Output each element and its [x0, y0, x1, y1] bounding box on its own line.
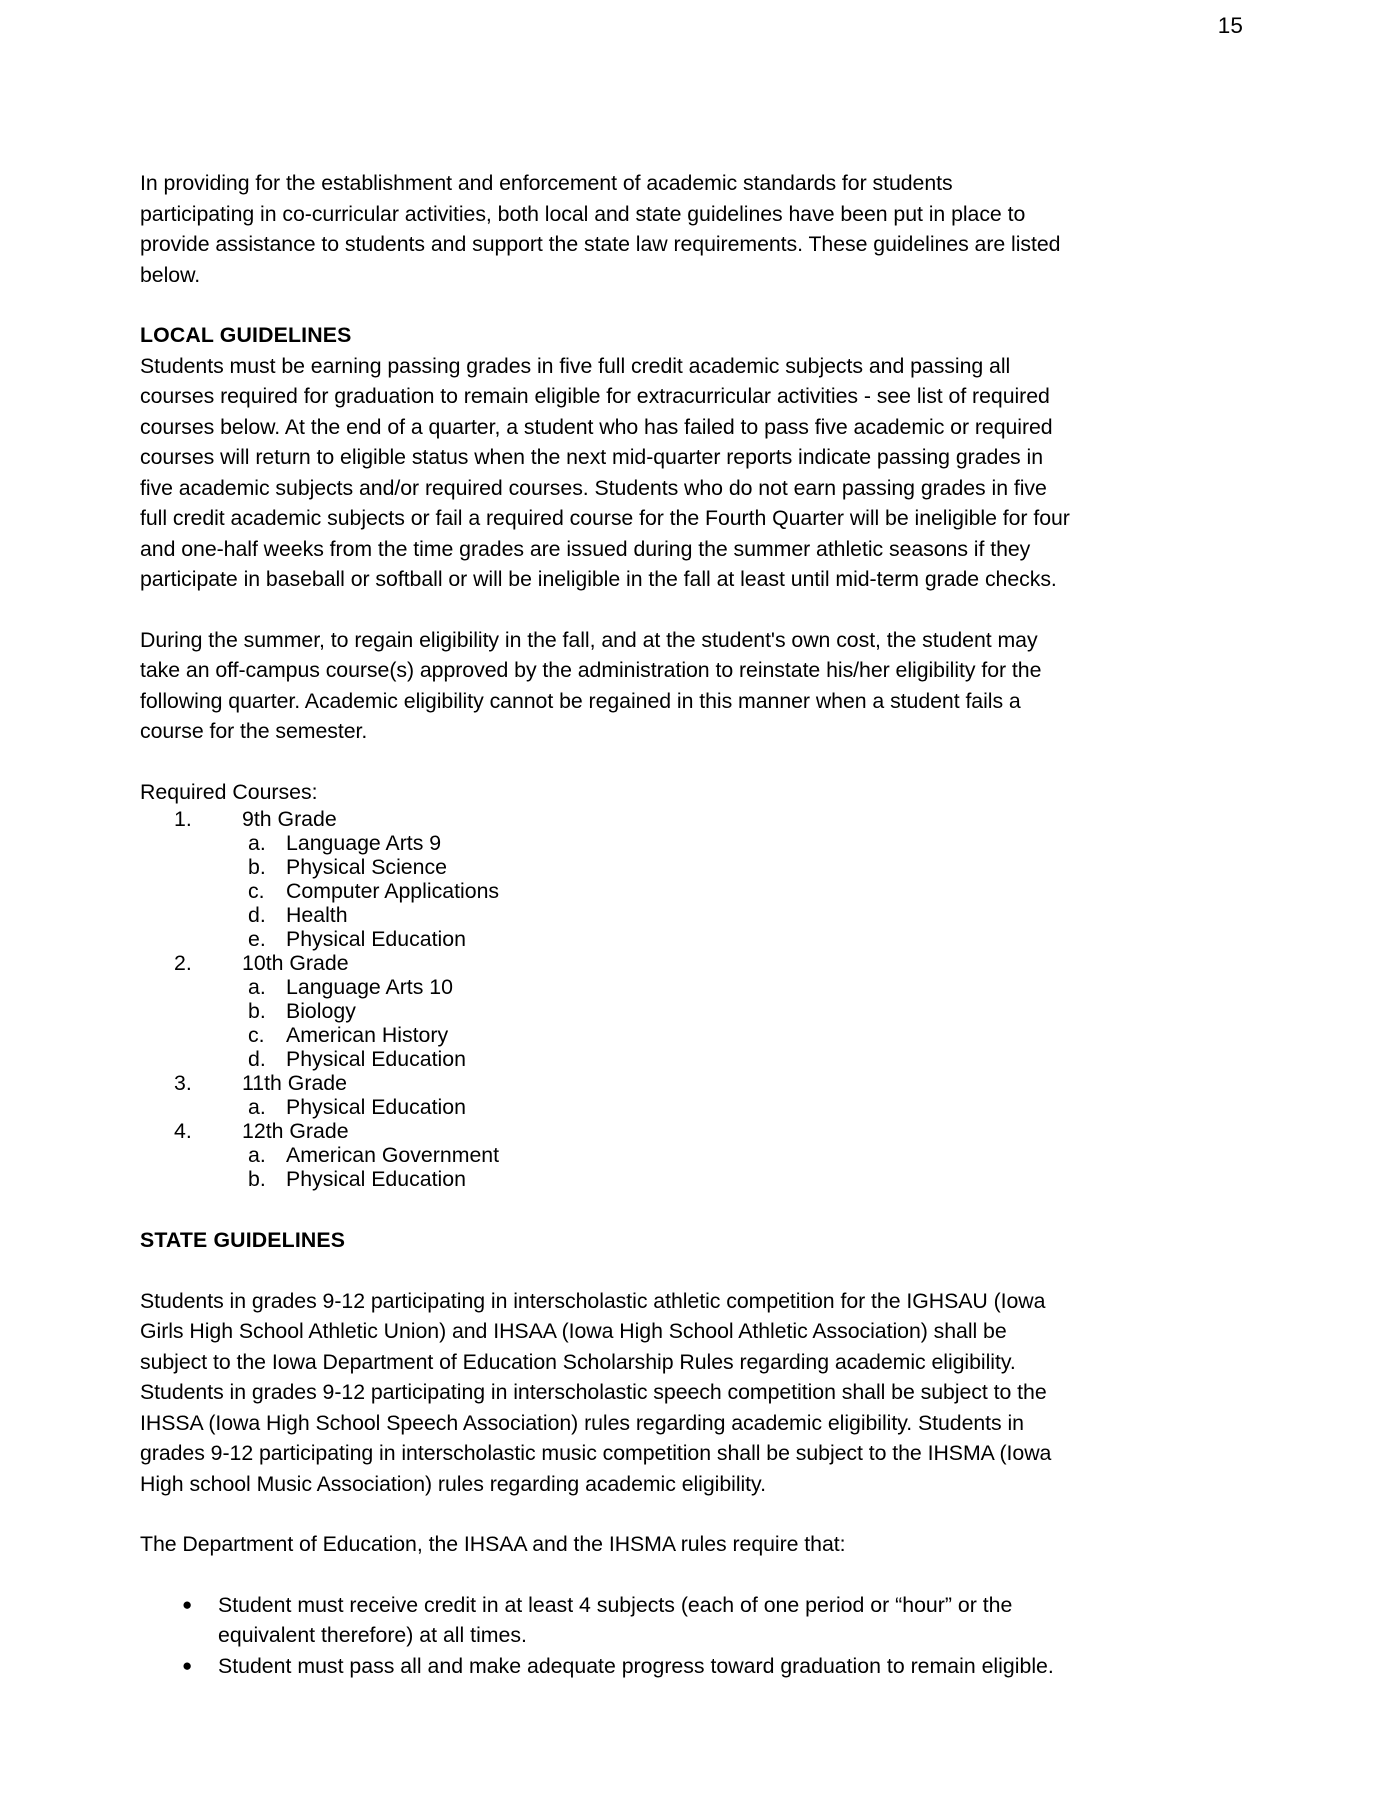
course-marker: b.: [248, 999, 266, 1023]
state-guidelines-heading: STATE GUIDELINES: [140, 1228, 346, 1252]
course-marker: a.: [248, 831, 266, 855]
list-item: [140, 1071, 1070, 1119]
course-marker: c.: [248, 879, 265, 903]
list-item: [140, 1651, 1070, 1682]
bullet-icon: ●: [182, 1655, 193, 1675]
course-list: [140, 975, 1070, 1071]
spacer: [140, 1499, 1070, 1529]
course-list: [140, 1143, 1070, 1191]
spacer: [140, 747, 1070, 777]
list-item: [140, 999, 1070, 1023]
grade-marker: 3.: [174, 1071, 192, 1095]
course-marker: c.: [248, 1023, 265, 1047]
list-item: [140, 855, 1070, 879]
state-requirements-list: [140, 1590, 1070, 1682]
course-marker: e.: [248, 927, 266, 951]
course-label: Language Arts 9: [286, 831, 442, 855]
list-item: [140, 1143, 1070, 1167]
state-guidelines-paragraph-1: Students in grades 9-12 participating in interscholastic athletic competition for the IGHSAU (Iowa Girls High School Athletic Union) and IHSAA (Iowa High School Athletic Association) shall be subject to the Iowa Department of Education Scholarship Rules regarding academic eligibility. Students in grades 9-12 participating in interscholastic speech competition shall be subject to the IHSSA (Iowa High School Speech Association) rules regarding academic eligibility. Students in grades 9-12 participating in interscholastic music competition shall be subject to the IHSMA (Iowa High school Music Association) rules regarding academic eligibility.: [140, 1288, 1052, 1496]
course-label: American Government: [286, 1143, 500, 1167]
list-item: [140, 1167, 1070, 1191]
list-item: [140, 1047, 1070, 1071]
grade-marker: 4.: [174, 1119, 192, 1143]
list-item: [140, 927, 1070, 951]
grade-label: 10th Grade: [242, 951, 349, 975]
course-label: Physical Education: [286, 927, 466, 951]
spacer: [140, 595, 1070, 625]
list-item: [140, 1095, 1070, 1119]
grade-row: [140, 1071, 1070, 1095]
course-marker: b.: [248, 1167, 266, 1191]
document-body: [140, 168, 1070, 1681]
course-label: Health: [286, 903, 348, 927]
local-guidelines-paragraph-1: Students must be earning passing grades in five full credit academic subjects and passing all courses required for graduation to remain eligible for extracurricular activities - see list of required courses below. At the end of a quarter, a student who has failed to pass five academic or required courses will return to eligible status when the next mid-quarter reports indicate passing grades in five academic subjects and/or required courses. Students who do not earn passing grades in five full credit academic subjects or fail a required course for the Fourth Quarter will be ineligible for four and one-half weeks from the time grades are issued during the summer athletic seasons if they participate in baseball or softball or will be ineligible in the fall at least until mid-term grade checks.: [140, 353, 1070, 591]
list-item: [140, 1119, 1070, 1191]
grade-marker: 1.: [174, 807, 192, 831]
grade-label: 12th Grade: [242, 1119, 349, 1143]
grade-row: [140, 1119, 1070, 1143]
course-list: [140, 831, 1070, 951]
local-guidelines-heading: LOCAL GUIDELINES: [140, 323, 352, 347]
course-label: Biology: [286, 999, 356, 1023]
required-courses-list: [140, 807, 1070, 1191]
course-label: Language Arts 10: [286, 975, 453, 999]
bullet-icon: ●: [182, 1594, 193, 1614]
state-guidelines-paragraph-2: The Department of Education, the IHSAA and the IHSMA rules require that:: [140, 1532, 846, 1556]
spacer: [140, 1191, 1070, 1225]
list-item: [140, 951, 1070, 1071]
course-marker: a.: [248, 975, 266, 999]
page-number: 15: [1217, 13, 1243, 38]
grade-marker: 2.: [174, 951, 192, 975]
local-guidelines-paragraph-2: During the summer, to regain eligibility in the fall, and at the student's own cost, the student may take an off-campus course(s) approved by the administration to reinstate his/her eligibility for the following quarter. Academic eligibility cannot be regained in this manner when a student fails a course for the semester.: [140, 627, 1042, 743]
course-list: [140, 1095, 1070, 1119]
list-item: [140, 1590, 1070, 1651]
course-marker: d.: [248, 903, 266, 927]
grade-label: 11th Grade: [242, 1071, 347, 1095]
course-label: American History: [286, 1023, 449, 1047]
course-marker: b.: [248, 855, 266, 879]
list-item: [140, 807, 1070, 951]
course-label: Physical Education: [286, 1047, 466, 1071]
course-label: Physical Education: [286, 1167, 466, 1191]
grade-row: [140, 807, 1070, 831]
course-label: Physical Education: [286, 1095, 466, 1119]
course-marker: a.: [248, 1143, 266, 1167]
list-item: [140, 831, 1070, 855]
bullet-text: Student must pass all and make adequate progress toward graduation to remain eligible.: [218, 1653, 1054, 1678]
course-label: Computer Applications: [286, 879, 500, 903]
list-item: [140, 879, 1070, 903]
required-courses-label: Required Courses:: [140, 779, 318, 804]
course-marker: a.: [248, 1095, 266, 1119]
list-item: [140, 975, 1070, 999]
bullet-text: Student must receive credit in at least 4 subjects (each of one period or “hour” or the equivalent therefore) at all times.: [218, 1592, 1013, 1647]
course-marker: d.: [248, 1047, 266, 1071]
spacer: [140, 1560, 1070, 1590]
course-label: Physical Science: [286, 855, 447, 879]
spacer: [140, 290, 1070, 320]
intro-paragraph: In providing for the establishment and enforcement of academic standards for students participating in co-curricular activities, both local and state guidelines have been put in place to provide assistance to students and support the state law requirements. These guidelines are listed below.: [140, 171, 1061, 287]
grade-label: 9th Grade: [242, 807, 337, 831]
spacer: [140, 1256, 1070, 1286]
grade-row: [140, 951, 1070, 975]
list-item: [140, 1023, 1070, 1047]
list-item: [140, 903, 1070, 927]
